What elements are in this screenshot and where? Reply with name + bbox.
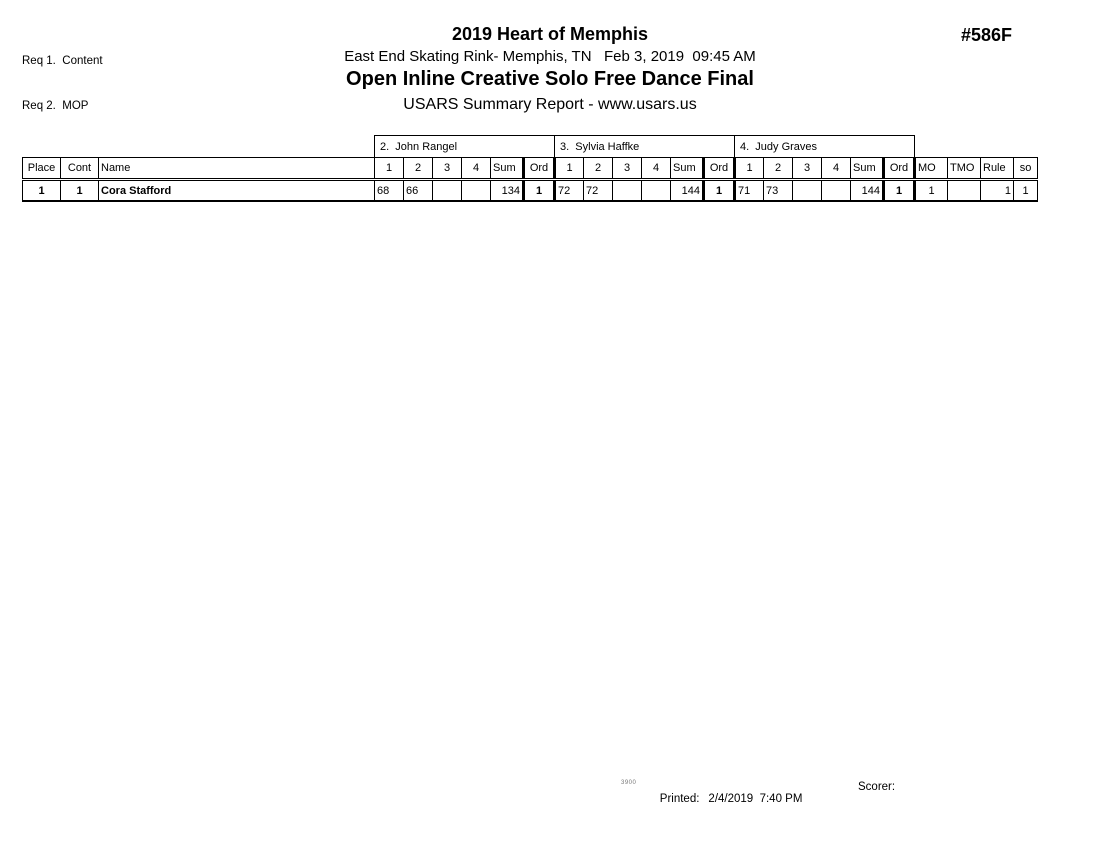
event-number: #586F — [961, 25, 1013, 45]
col-header-j2-1: 1 — [375, 158, 404, 180]
so-cell: 1 — [1014, 180, 1038, 202]
judge-group-header-2: 2. John Rangel — [375, 136, 555, 158]
skater-name-cell: Cora Stafford — [99, 180, 375, 202]
results-table — [22, 135, 1038, 202]
col-header-j4-ord: Ord — [884, 158, 915, 180]
judge-group-header-4: 4. Judy Graves — [735, 136, 915, 158]
venue-date-line: East End Skating Rink- Memphis, TN Feb 3, 2019 09:45 AM — [344, 48, 756, 65]
score-cell-j4-3 — [793, 180, 822, 202]
score-cell-j3-3 — [613, 180, 642, 202]
ord-cell-j3: 1 — [704, 180, 735, 202]
report-type-line: USARS Summary Report - www.usars.us — [403, 96, 697, 113]
printed-label: Printed: — [659, 793, 700, 805]
col-header-cont: Cont — [61, 158, 99, 180]
judge-group-header-3: 3. Sylvia Haffke — [555, 136, 735, 158]
col-header-j2-sum: Sum — [491, 158, 524, 180]
col-header-rule: Rule — [981, 158, 1014, 180]
event-title: Open Inline Creative Solo Free Dance Final — [346, 68, 754, 90]
col-header-j3-2: 2 — [584, 158, 613, 180]
col-header-j3-4: 4 — [642, 158, 671, 180]
col-header-j4-2: 2 — [764, 158, 793, 180]
results-table-wrap — [22, 135, 1038, 202]
sum-cell-j2: 134 — [491, 180, 524, 202]
printed-line — [647, 781, 802, 817]
col-header-j4-1: 1 — [735, 158, 764, 180]
score-cell-j2-2: 66 — [404, 180, 433, 202]
col-header-place: Place — [23, 158, 61, 180]
score-cell-j2-4 — [462, 180, 491, 202]
scorer-label: Scorer: — [858, 781, 896, 793]
competition-title: 2019 Heart of Memphis — [451, 24, 649, 44]
score-cell-j3-1: 72 — [555, 180, 584, 202]
sum-cell-j4: 144 — [851, 180, 884, 202]
col-header-j3-ord: Ord — [704, 158, 735, 180]
sum-cell-j3: 144 — [671, 180, 704, 202]
col-header-name: Name — [99, 158, 375, 180]
col-header-j2-4: 4 — [462, 158, 491, 180]
col-header-j4-sum: Sum — [851, 158, 884, 180]
place-cell: 1 — [23, 180, 61, 202]
col-header-j3-1: 1 — [555, 158, 584, 180]
judge-header-row — [23, 136, 1038, 158]
col-header-so: so — [1014, 158, 1038, 180]
col-header-j3-3: 3 — [613, 158, 642, 180]
cont-cell: 1 — [61, 180, 99, 202]
req-line-2: Req 2. MOP — [22, 100, 89, 112]
score-cell-j3-2: 72 — [584, 180, 613, 202]
col-header-j2-2: 2 — [404, 158, 433, 180]
col-header-j2-ord: Ord — [524, 158, 555, 180]
score-cell-j4-2: 73 — [764, 180, 793, 202]
judge-row-spacer-right — [915, 136, 1038, 158]
col-header-tmo: TMO — [948, 158, 981, 180]
skater-result-row — [23, 180, 1038, 202]
score-cell-j4-1: 71 — [735, 180, 764, 202]
col-header-j3-sum: Sum — [671, 158, 704, 180]
col-header-mo: MO — [915, 158, 948, 180]
score-cell-j4-4 — [822, 180, 851, 202]
column-header-row — [23, 158, 1038, 180]
footer-code: 3900 — [621, 780, 637, 786]
col-header-j2-3: 3 — [433, 158, 462, 180]
score-cell-j2-1: 68 — [375, 180, 404, 202]
printed-datetime: 2/4/2019 7:40 PM — [708, 793, 803, 805]
tmo-cell — [948, 180, 981, 202]
col-header-j4-3: 3 — [793, 158, 822, 180]
req-line-1: Req 1. Content — [22, 55, 103, 67]
mo-cell: 1 — [915, 180, 948, 202]
judge-row-spacer-left — [23, 136, 375, 158]
score-cell-j2-3 — [433, 180, 462, 202]
ord-cell-j4: 1 — [884, 180, 915, 202]
ord-cell-j2: 1 — [524, 180, 555, 202]
report-header — [0, 24, 1100, 114]
rule-cell: 1 — [981, 180, 1014, 202]
col-header-j4-4: 4 — [822, 158, 851, 180]
score-cell-j3-4 — [642, 180, 671, 202]
